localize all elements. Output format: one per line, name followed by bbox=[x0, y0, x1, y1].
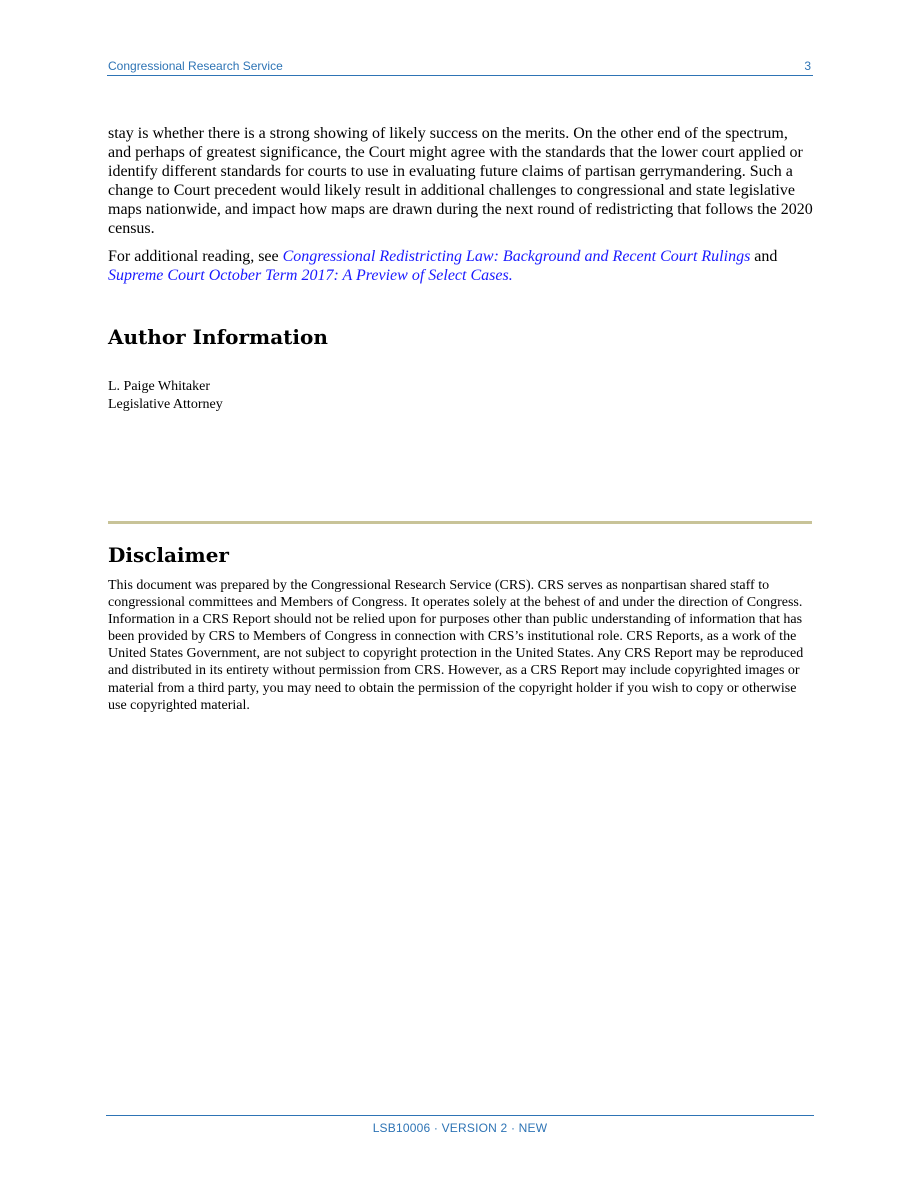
link-2-period[interactable]: . bbox=[508, 267, 513, 284]
disclaimer-text: This document was prepared by the Congressional Research Service (CRS). CRS serves as nonpartisan shared staff to congressional committees and Members of Congress. It operates solely at the behest of and under the direction of Congress. Information in a CRS Report should not be relied upon for purposes other than public understanding of information that has been provided by CRS to Members of Congress in connection with CRS’s institutional role. CRS Reports, as a work of the United States Government, are not subject to copyright protection in the United States. Any CRS Report may be reproduced and distributed in its entirety without permission from CRS. However, as a CRS Report may include copyrighted images or material from a third party, you may need to obtain the permission of the copyright holder if you wish to copy or otherwise use copyrighted material. bbox=[108, 578, 804, 713]
paragraph-2-middle: and bbox=[750, 248, 778, 265]
page-number: 3 bbox=[804, 59, 811, 73]
link-2-text[interactable]: Supreme Court October Term 2017: A Preview of Select Cases bbox=[108, 267, 509, 284]
link-supreme-court-october-term-2017[interactable] bbox=[108, 267, 513, 284]
section-divider bbox=[108, 521, 812, 524]
footer-divider bbox=[106, 1115, 814, 1116]
author-information-heading: Author Information bbox=[108, 325, 328, 349]
author-block bbox=[108, 378, 223, 414]
page-header bbox=[107, 59, 813, 76]
disclaimer-heading: Disclaimer bbox=[108, 543, 229, 567]
link-congressional-redistricting-law[interactable]: Congressional Redistricting Law: Background and Recent Court Rulings bbox=[282, 248, 751, 265]
body-paragraph-1: stay is whether there is a strong showing of likely success on the merits. On the other end of the spectrum, and perhaps of greatest significance, the Court might agree with the standards that the lower court applied or identify different standards for courts to use in evaluating future claims of partisan gerrymandering. Such a change to Court precedent would likely result in additional challenges to congressional and state legislative maps nationwide, and impact how maps are drawn during the next round of redistricting that follows the 2020 census. bbox=[108, 125, 813, 237]
author-title: Legislative Attorney bbox=[108, 397, 223, 412]
body-paragraph-2 bbox=[108, 247, 814, 285]
header-title: Congressional Research Service bbox=[108, 59, 283, 73]
paragraph-2-prefix: For additional reading, see bbox=[108, 248, 283, 265]
author-name: L. Paige Whitaker bbox=[108, 379, 210, 394]
page-footer: LSB10006 · VERSION 2 · NEW bbox=[372, 1121, 548, 1135]
